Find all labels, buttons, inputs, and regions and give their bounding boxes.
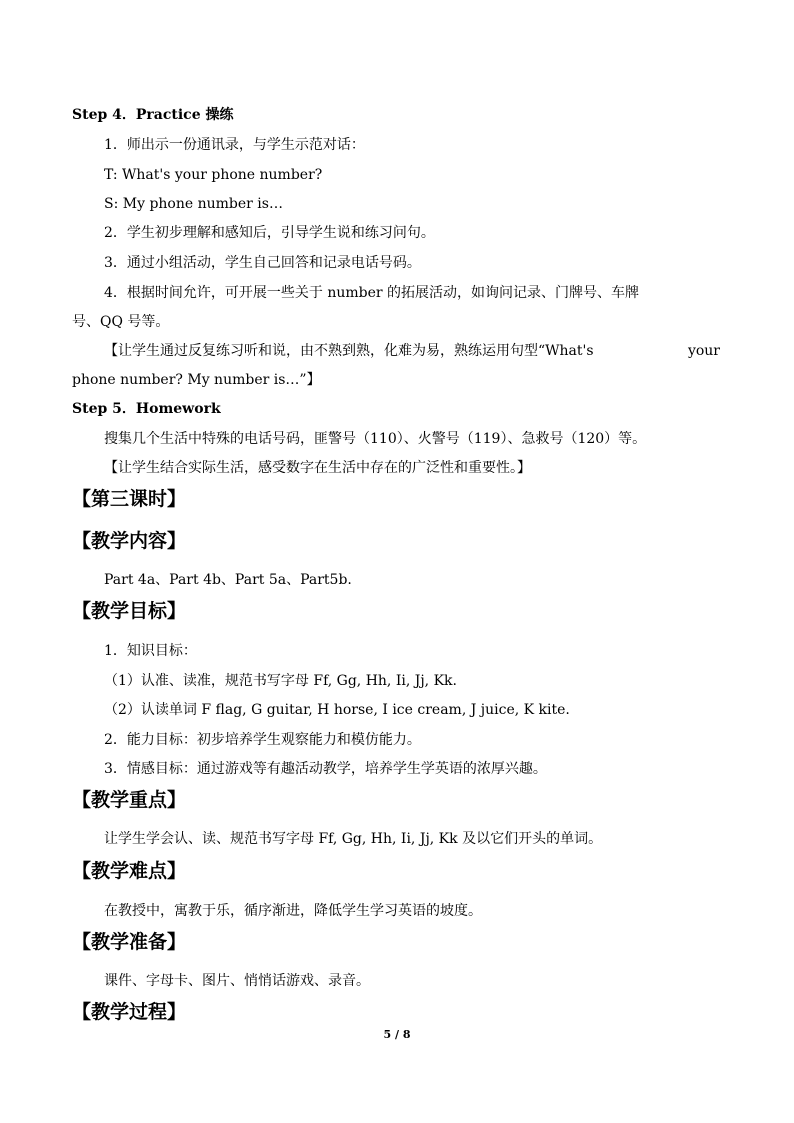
step4-item-4-cont: 号、QQ 号等。 [72, 314, 170, 330]
lesson-title: 【第三课时】 [72, 488, 187, 510]
step5-text: 搜集几个生活中特殊的电话号码，匪警号（110）、火警号（119）、急救号（120）等。 [104, 431, 647, 447]
content-text: Part 4a、Part 4b、Part 5a、Part5b. [104, 572, 352, 588]
preparation-heading: 【教学准备】 [72, 931, 187, 953]
page-number: 5 / 8 [383, 1028, 411, 1041]
step4-item-1: 1．师出示一份通讯录，与学生示范对话： [104, 137, 365, 153]
step4-item-4: 4．根据时间允许，可开展一些关于 number 的拓展活动，如询问记录、门牌号、车牌 [104, 285, 640, 301]
goals-item-1b: （2）认读单词 F flag, G guitar, H horse, I ice cream, J juice, K kite. [104, 702, 570, 718]
goals-item-1: 1．知识目标： [104, 643, 197, 659]
difficulties-heading: 【教学难点】 [72, 860, 187, 882]
step4-item-3: 3．通过小组活动，学生自己回答和记录电话号码。 [104, 255, 421, 271]
step4-note-line2: phone number? My number is…”】 [72, 372, 321, 388]
step4-note-line1-right: your [687, 343, 720, 359]
goals-item-1a: （1）认准、读准，规范书写字母 Ff, Gg, Hh, Ii, Jj, Kk. [104, 673, 457, 689]
goals-item-3: 3．情感目标：通过游戏等有趣活动教学，培养学生学英语的浓厚兴趣。 [104, 761, 547, 777]
step4-dialog-student: S: My phone number is… [104, 196, 283, 212]
step4-dialog-teacher: T: What's your phone number? [104, 167, 323, 183]
step5-note: 【让学生结合实际生活，感受数字在生活中存在的广泛性和重要性。】 [104, 460, 531, 476]
goals-heading: 【教学目标】 [72, 600, 187, 622]
difficulties-text: 在教授中，寓教于乐，循序渐进，降低学生学习英语的坡度。 [104, 903, 482, 919]
content-heading: 【教学内容】 [72, 530, 187, 552]
step4-heading: Step 4．Practice 操练 [72, 107, 234, 123]
preparation-text: 课件、字母卡、图片、悄悄话游戏、录音。 [104, 973, 370, 989]
step4-note-line1-left: 【让学生通过反复练习听和说，由不熟到熟，化难为易，熟练运用句型“What's [104, 343, 594, 359]
key-points-text: 让学生学会认、读、规范书写字母 Ff, Gg, Hh, Ii, Jj, Kk 及以它们开头的单词。 [104, 831, 603, 847]
goals-item-2: 2．能力目标：初步培养学生观察能力和模仿能力。 [104, 732, 421, 748]
step5-heading: Step 5．Homework [72, 401, 221, 417]
key-points-heading: 【教学重点】 [72, 789, 187, 811]
step4-note-line1 [104, 342, 720, 360]
process-heading: 【教学过程】 [72, 1001, 187, 1023]
step4-item-2: 2．学生初步理解和感知后，引导学生说和练习问句。 [104, 225, 435, 241]
